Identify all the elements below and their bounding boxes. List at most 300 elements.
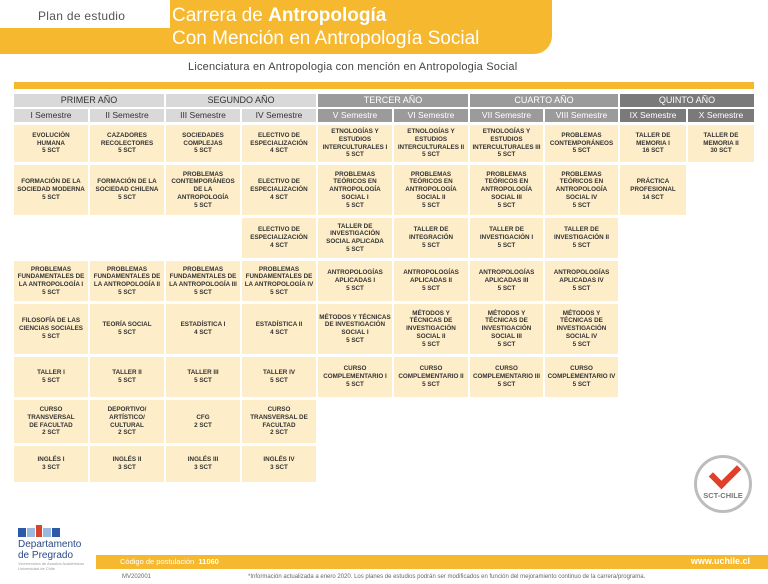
course-name-line: FUNDAMENTALES DE — [245, 273, 313, 281]
course-credits: 5 SCT — [270, 288, 288, 296]
course-name-line: TEORÍA SOCIAL — [102, 321, 152, 329]
course-credits: 5 SCT — [422, 284, 440, 292]
course-text — [181, 321, 226, 336]
course-credits: 4 SCT — [270, 147, 288, 155]
course-credits: 5 SCT — [572, 380, 591, 388]
course-cell — [90, 125, 164, 162]
course-name-line: INGLÉS IV — [263, 456, 295, 464]
course-text — [250, 406, 308, 437]
course-credits: 5 SCT — [118, 193, 136, 201]
course-credits: 5 SCT — [270, 377, 288, 384]
year-4: CUARTO AÑO — [470, 94, 618, 107]
course-name-line: FORMACIÓN DE LA — [21, 178, 81, 186]
course-name-line: PROBLEMAS — [258, 265, 300, 273]
course-text — [32, 132, 69, 155]
course-name-line: PROBLEMAS — [182, 170, 224, 178]
course-name-line: INTERCULTURALES III — [472, 143, 541, 151]
course-credits: 5 SCT — [194, 288, 212, 296]
course-name-line: TÉCNICAS DE — [485, 317, 528, 325]
course-cell — [688, 125, 754, 162]
course-cell — [318, 165, 392, 215]
year-2: SEGUNDO AÑO — [166, 94, 316, 107]
course-credits: 3 SCT — [118, 464, 136, 471]
page-subtitle: Licenciatura en Antropologia con mención en Antropologia Social — [188, 61, 518, 73]
course-cell — [318, 357, 392, 397]
course-text — [112, 369, 142, 384]
course-cell — [242, 357, 316, 397]
course-text — [323, 128, 388, 159]
course-name-line: DEPORTIVO/ — [107, 406, 147, 414]
course-name-line: CURSO — [343, 365, 367, 373]
course-cell — [242, 125, 316, 162]
course-name-line: LA ANTROPOLOGÍA I — [18, 281, 84, 288]
title-prefix: Carrera de — [172, 5, 269, 26]
course-cell — [394, 261, 468, 301]
course-name-line: LA ANTROPOLOGÍA II — [93, 281, 161, 288]
course-cell — [166, 261, 240, 301]
course-credits: 5 SCT — [118, 147, 136, 155]
course-text — [19, 317, 83, 340]
course-name-line: LA ANTROPOLOGÍA IV — [244, 281, 314, 288]
course-cell — [318, 125, 392, 162]
course-name-line: COMPLEMENTARIO II — [398, 373, 464, 381]
course-name-line: HUMANA — [37, 139, 65, 147]
course-name-line: APLICADAS I — [334, 277, 376, 285]
sct-label: SCT-CHILE — [703, 491, 743, 500]
course-credits: 2 SCT — [194, 421, 212, 429]
code-value: 11060 — [198, 557, 219, 566]
course-cell — [242, 218, 316, 258]
course-name-line: TRANSVERSAL DE — [250, 413, 308, 421]
header-tab — [0, 28, 152, 54]
course-name-line: FORMACIÓN DE LA — [97, 178, 157, 186]
course-credits: 2 SCT — [42, 429, 60, 437]
course-name-line: ESTADÍSTICA II — [255, 321, 303, 329]
course-text — [636, 132, 671, 155]
course-name-line: ANTROPOLOGÍA — [480, 186, 533, 194]
course-text — [630, 178, 675, 201]
course-name-line: COMPLEJAS — [183, 139, 223, 147]
department-sub: Vicerrectoría de Asuntos Académicos Universidad de Chile — [18, 561, 85, 571]
course-name-line: INTERCULTURALES I — [322, 143, 388, 151]
course-credits: 5 SCT — [42, 377, 60, 384]
course-cell — [166, 304, 240, 354]
course-name-line: TALLER DE — [564, 226, 599, 234]
course-credits: 4 SCT — [270, 241, 288, 249]
course-name-line: SOCIAL III — [491, 193, 522, 201]
course-name-line: ANTROPOLOGÍAS — [327, 269, 383, 277]
course-cell — [470, 218, 543, 258]
course-name-line: COMPLEMENTARIO III — [472, 373, 541, 381]
course-cell — [90, 165, 164, 215]
course-name-line: TEÓRICOS EN — [333, 178, 377, 186]
course-cell — [166, 446, 240, 482]
course-name-line: CURSO — [570, 365, 593, 373]
version-code: MV202001 — [122, 574, 152, 580]
course-name-line: INVESTIGACIÓN — [481, 325, 532, 333]
course-credits: 5 SCT — [346, 380, 364, 388]
course-cell — [14, 304, 88, 354]
course-name-line: INVESTIGACIÓN I — [479, 234, 534, 242]
course-name-line: MÉTODOS Y — [412, 309, 450, 317]
course-name-line: SOCIAL IV — [565, 332, 598, 340]
course-text — [323, 365, 387, 388]
course-name-line: MEMORIA I — [636, 139, 670, 147]
course-text — [481, 171, 532, 209]
course-text — [108, 406, 147, 437]
course-name-line: PROBLEMAS — [486, 170, 527, 178]
course-text — [37, 369, 65, 384]
course-name-line: ESTADÍSTICA I — [180, 321, 226, 329]
course-text — [548, 365, 616, 388]
course-text — [18, 266, 85, 297]
course-credits: 5 SCT — [422, 151, 440, 159]
semester-1: I Semestre — [14, 109, 88, 122]
course-name-line: TALLER DE — [703, 131, 739, 139]
course-cell — [14, 125, 88, 162]
course-name-line: DE FACULTAD — [29, 421, 73, 429]
course-text — [182, 132, 224, 155]
header-curve — [130, 0, 170, 28]
course-credits: 5 SCT — [422, 340, 440, 348]
course-name-line: SOCIEDADES — [182, 131, 224, 139]
course-name-line: ESTUDIOS — [414, 135, 448, 143]
course-cell — [166, 165, 240, 215]
course-text — [250, 178, 307, 201]
course-text — [403, 269, 459, 292]
course-name-line: TALLER DE — [413, 226, 449, 234]
course-name-line: FUNDAMENTALES DE — [17, 273, 85, 281]
course-text — [550, 132, 613, 155]
course-credits: 5 SCT — [118, 288, 136, 296]
semester-5: V Semestre — [318, 109, 392, 122]
course-name-line: INVESTIGACIÓN — [330, 230, 380, 238]
course-text — [169, 266, 237, 297]
course-text — [250, 226, 307, 249]
course-cell — [318, 304, 392, 354]
course-name-line: ANTROPOLOGÍAS — [403, 269, 459, 277]
semester-10: X Semestre — [688, 109, 754, 122]
course-text — [398, 365, 463, 388]
course-name-line: ELECTIVO DE — [258, 226, 300, 234]
course-text — [245, 266, 314, 297]
course-name-line: PROBLEMAS — [334, 170, 376, 178]
course-credits: 5 SCT — [422, 380, 440, 388]
course-name-line: COMPLEMENTARIO I — [323, 373, 387, 381]
course-name-line: FUNDAMENTALES DE — [169, 273, 237, 281]
course-credits: 5 SCT — [118, 329, 136, 336]
course-cell — [318, 261, 392, 301]
course-cell — [470, 261, 543, 301]
course-cell — [166, 400, 240, 443]
course-name-line: ANTROPOLOGÍAS — [553, 269, 610, 277]
course-credits: 5 SCT — [194, 147, 212, 155]
course-cell — [470, 165, 543, 215]
course-name-line: CONTEMPORÁNEOS — [171, 178, 235, 186]
course-text — [554, 226, 609, 249]
course-text — [263, 369, 295, 384]
course-cell — [242, 304, 316, 354]
university-logo-icon — [18, 525, 78, 537]
course-cell — [470, 304, 543, 354]
year-3: TERCER AÑO — [318, 94, 468, 107]
course-credits: 2 SCT — [118, 429, 136, 437]
course-name-line: PROBLEMAS — [410, 170, 452, 178]
course-name-line: CIENCIAS SOCIALES — [18, 325, 84, 333]
course-name-line: CONTEMPORÁNEOS — [549, 139, 614, 147]
course-text — [405, 171, 456, 209]
course-text — [557, 310, 607, 348]
course-name-line: CURSO — [495, 365, 518, 373]
course-name-line: INGLÉS I — [37, 456, 65, 464]
course-text — [482, 310, 532, 348]
course-name-line: ANTROPOLOGÍA — [329, 186, 381, 194]
checkmark-icon — [709, 457, 742, 490]
course-name-line: ARTÍSTICO/ — [109, 413, 145, 421]
course-name-line: TALLER II — [112, 369, 142, 377]
course-name-line: MÉTODOS Y — [487, 309, 526, 317]
code-label: Código de postulación — [120, 557, 195, 566]
course-cell — [166, 357, 240, 397]
course-text — [188, 456, 218, 471]
course-name-line: PRÁCTICA — [636, 178, 670, 186]
course-name-line: PROBLEMAS — [182, 265, 224, 273]
course-name-line: PROBLEMAS — [30, 265, 72, 273]
course-name-line: ELECTIVO DE — [258, 131, 300, 139]
course-name-line: TÉCNICAS DE — [409, 317, 453, 325]
course-name-line: FACULTAD — [262, 421, 296, 429]
course-cell — [470, 125, 543, 162]
plan-label: Plan de estudio — [38, 9, 126, 23]
year-1: PRIMER AÑO — [14, 94, 164, 107]
course-text — [472, 128, 540, 159]
course-credits: 5 SCT — [42, 332, 60, 340]
course-credits: 3 SCT — [42, 464, 60, 471]
course-cell — [242, 446, 316, 482]
course-text — [327, 269, 383, 292]
course-credits: 5 SCT — [572, 147, 591, 155]
course-credits: 2 SCT — [270, 429, 288, 437]
accent-bar — [14, 82, 754, 89]
course-name-line: CURSO — [419, 365, 443, 373]
course-credits: 16 SCT — [642, 147, 664, 155]
course-text — [703, 132, 738, 155]
course-credits: 5 SCT — [42, 147, 60, 155]
course-credits: 5 SCT — [346, 151, 364, 159]
course-name-line: TALLER I — [37, 369, 65, 377]
course-cell — [394, 218, 468, 258]
course-credits: 5 SCT — [497, 201, 516, 209]
semester-7: VII Semestre — [470, 109, 543, 122]
semester-4: IV Semestre — [242, 109, 316, 122]
course-credits: 4 SCT — [270, 193, 288, 201]
course-name-line: TEÓRICOS EN — [409, 178, 453, 186]
course-cell — [14, 165, 88, 215]
course-name-line: PROBLEMAS — [561, 131, 602, 139]
course-cell — [242, 400, 316, 443]
course-credits: 30 SCT — [710, 147, 732, 155]
course-cell — [470, 357, 543, 397]
course-credits: 5 SCT — [346, 284, 364, 292]
course-text — [556, 171, 607, 209]
course-cell — [90, 446, 164, 482]
course-text — [319, 314, 390, 345]
application-code — [120, 557, 219, 566]
course-text — [171, 171, 234, 209]
course-name-line: TRANSVERSAL — [27, 413, 75, 421]
course-name-line: SOCIAL APLICADA — [326, 238, 384, 245]
course-text — [473, 365, 540, 388]
course-name-line: LA ANTROPOLOGÍA III — [169, 281, 237, 288]
course-credits: 4 SCT — [194, 329, 212, 336]
course-name-line: ESPECIALIZACIÓN — [250, 186, 308, 194]
course-cell — [545, 304, 618, 354]
course-name-line: CFG — [196, 413, 210, 421]
department-line2: de Pregrado — [18, 549, 74, 561]
course-name-line: EVOLUCIÓN — [32, 131, 70, 139]
course-text — [187, 369, 218, 384]
course-credits: 5 SCT — [422, 241, 440, 249]
course-name-line: FILOSOFÍA DE LAS — [21, 317, 81, 325]
course-name-line: APLICADAS III — [484, 277, 529, 285]
course-name-line: TEÓRICOS EN — [484, 178, 529, 186]
course-name-line: FUNDAMENTALES DE — [93, 273, 161, 281]
course-credits: 5 SCT — [346, 336, 364, 344]
course-name-line: TALLER IV — [262, 369, 296, 377]
course-credits: 5 SCT — [118, 377, 136, 384]
page-title — [172, 5, 386, 27]
course-name-line: TEÓRICOS EN — [559, 178, 604, 186]
course-name-line: COMPLEMENTARIO IV — [547, 373, 616, 381]
course-cell — [90, 304, 164, 354]
course-name-line: SOCIAL I — [341, 193, 369, 201]
course-text — [554, 269, 610, 292]
course-text — [409, 226, 453, 249]
course-credits: 5 SCT — [497, 241, 516, 249]
course-text — [96, 178, 159, 201]
course-credits: 5 SCT — [346, 245, 364, 253]
course-name-line: PROBLEMAS — [106, 265, 148, 273]
course-name-line: ESPECIALIZACIÓN — [250, 234, 308, 242]
course-text — [326, 223, 384, 254]
course-name-line: MEMORIA II — [703, 139, 739, 147]
course-credits: 5 SCT — [346, 201, 364, 209]
course-cell — [545, 357, 618, 397]
course-text — [480, 226, 533, 249]
course-cell — [242, 261, 316, 301]
course-name-line: INTERCULTURALES II — [397, 143, 465, 151]
course-name-line: TALLER DE — [635, 131, 671, 139]
course-text — [256, 321, 303, 336]
course-text — [17, 178, 85, 201]
course-name-line: SOCIAL II — [416, 332, 446, 340]
course-credits: 5 SCT — [194, 377, 212, 384]
course-name-line: CULTURAL — [110, 421, 144, 429]
course-name-line: ESTUDIOS — [490, 135, 523, 143]
course-cell — [242, 165, 316, 215]
course-cell — [545, 261, 618, 301]
course-text — [250, 132, 307, 155]
course-text — [27, 406, 74, 437]
course-name-line: SOCIAL III — [491, 332, 522, 340]
course-name-line: DE INVESTIGACIÓN — [324, 321, 386, 329]
course-name-line: ETNOLOGÍAS Y — [482, 128, 531, 136]
course-name-line: TALLER III — [187, 369, 219, 377]
course-cell — [545, 165, 618, 215]
course-credits: 5 SCT — [572, 284, 591, 292]
course-text — [479, 269, 535, 292]
course-name-line: INGLÉS III — [187, 456, 219, 464]
course-name-line: SOCIAL I — [341, 329, 369, 336]
course-text — [94, 266, 161, 297]
semester-3: III Semestre — [166, 109, 240, 122]
course-credits: 5 SCT — [572, 340, 591, 348]
course-cell — [14, 357, 88, 397]
course-text — [194, 414, 212, 429]
course-name-line: ANTROPOLOGÍA — [405, 186, 457, 194]
course-name-line: ANTROPOLOGÍA — [177, 193, 229, 201]
course-credits: 14 SCT — [642, 193, 664, 201]
course-cell — [14, 261, 88, 301]
course-cell — [394, 357, 468, 397]
course-credits: 3 SCT — [270, 464, 288, 471]
course-name-line: ANTROPOLOGÍAS — [478, 269, 535, 277]
course-cell — [545, 125, 618, 162]
course-name-line: SOCIAL II — [416, 193, 446, 201]
course-name-line: APLICADAS II — [410, 277, 452, 285]
course-name-line: DE LA — [193, 186, 213, 194]
course-text — [398, 128, 464, 159]
course-name-line: INVESTIGACIÓN II — [554, 234, 609, 242]
course-cell — [90, 357, 164, 397]
course-name-line: MÉTODOS Y — [562, 309, 601, 317]
course-name-line: ETNOLOGÍAS Y — [331, 128, 379, 136]
course-cell — [545, 218, 618, 258]
course-name-line: ANTROPOLOGÍA — [555, 186, 608, 194]
course-text — [406, 310, 456, 348]
course-credits: 5 SCT — [194, 201, 212, 209]
course-credits: 5 SCT — [572, 241, 591, 249]
course-name-line: INVESTIGACIÓN — [556, 325, 607, 333]
course-name-line: PROBLEMAS — [561, 170, 602, 178]
course-cell — [166, 125, 240, 162]
course-name-line: MÉTODOS Y TÉCNICAS — [319, 313, 391, 321]
course-cell — [394, 304, 468, 354]
course-text — [329, 171, 380, 209]
course-text — [113, 456, 142, 471]
course-cell — [394, 125, 468, 162]
course-cell — [14, 446, 88, 482]
course-name-line: APLICADAS IV — [559, 277, 604, 285]
course-name-line: SOCIEDAD CHILENA — [95, 186, 159, 194]
footer-note: *Información actualizada a enero 2020. Los planes de estudios podrán ser modificados en función del mejoramiento continuo de la carrera/programa. — [248, 574, 646, 580]
course-text — [263, 456, 294, 471]
semester-9: IX Semestre — [620, 109, 686, 122]
sct-chile-logo — [694, 455, 752, 513]
course-name-line: ESTUDIOS — [338, 135, 372, 143]
course-name-line: TÉCNICAS DE — [560, 317, 603, 325]
course-cell — [318, 218, 392, 258]
course-credits: 5 SCT — [497, 340, 516, 348]
website-link[interactable]: www.uchile.cl — [690, 556, 750, 566]
course-credits: 5 SCT — [42, 193, 60, 201]
course-name-line: SOCIAL IV — [565, 193, 598, 201]
course-text — [38, 456, 65, 471]
course-credits: 5 SCT — [42, 288, 60, 296]
page-title-line2: Con Mención en Antropología Social — [172, 28, 480, 49]
course-text — [101, 132, 153, 155]
semester-6: VI Semestre — [394, 109, 468, 122]
